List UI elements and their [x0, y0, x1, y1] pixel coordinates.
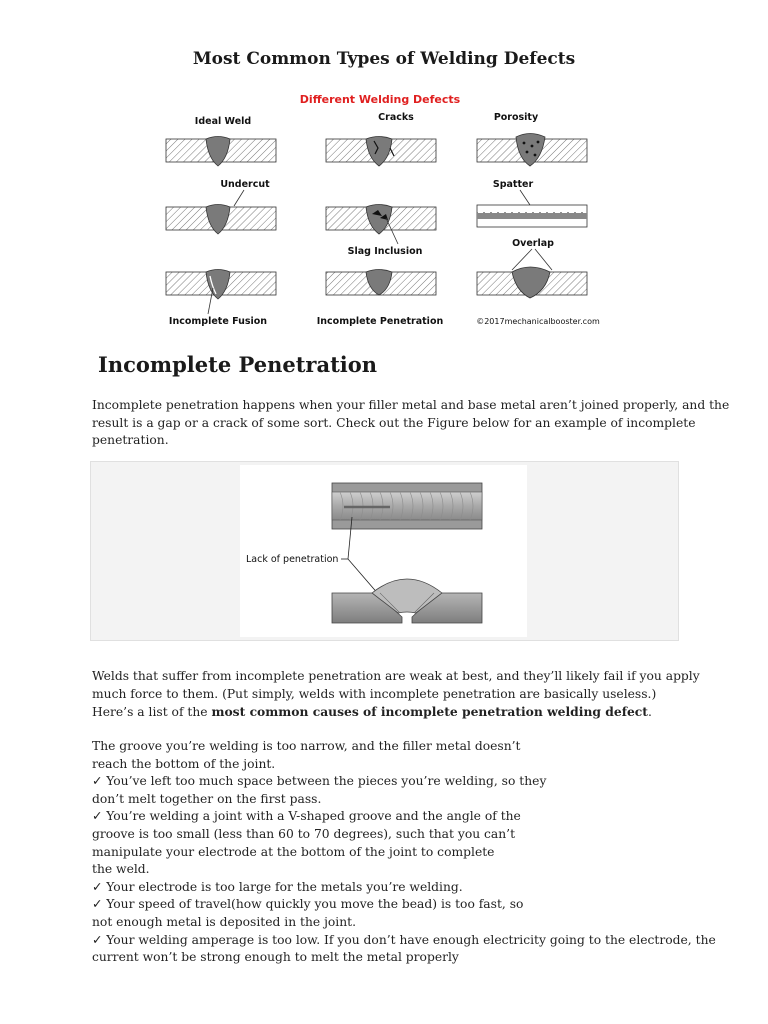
page-title: Most Common Types of Welding Defects: [192, 49, 576, 69]
label-incomplete-fusion: Incomplete Fusion: [168, 316, 268, 327]
list-intro-line: [92, 703, 692, 722]
lack-of-penetration-diagram: [240, 465, 527, 637]
cause-line: ✓ Your welding amperage is too low. If you don’t have enough electricity going to the electrode, the: [92, 932, 716, 947]
figure1-title: Different Welding Defects: [299, 93, 461, 106]
intro-line: penetration.: [92, 433, 169, 448]
cause-line: The groove you’re welding is too narrow, and the filler metal doesn’t: [92, 739, 521, 753]
para-weak-welds: [92, 668, 700, 722]
list-intro-bold: most common causes of incomplete penetration welding defect: [211, 704, 648, 720]
cause-line: manipulate your electrode at the bottom of the joint to complete: [92, 844, 495, 859]
label-undercut: Undercut: [220, 179, 270, 190]
figure1-credit: ©2017mechanicalbooster.com: [476, 317, 600, 326]
label-cracks: Cracks: [378, 112, 414, 123]
lack-of-penetration-label: Lack of penetration: [246, 554, 339, 565]
intro-paragraph: [92, 397, 730, 450]
cause-line: don’t melt together on the first pass.: [92, 791, 322, 806]
welding-defects-diagram: [160, 86, 600, 336]
cause-line: groove is too small (less than 60 to 70 degrees), such that you can’t: [92, 826, 516, 841]
list-intro-suffix: .: [647, 705, 652, 720]
cause-line: current won’t be strong enough to melt the metal properly: [92, 950, 459, 965]
label-slag-inclusion: Slag Inclusion: [347, 246, 423, 257]
cause-line: reach the bottom of the joint.: [92, 756, 276, 771]
cause-line: ✓ Your speed of travel(how quickly you move the bead) is too fast, so: [92, 897, 524, 912]
label-ideal-weld: Ideal Weld: [194, 116, 252, 127]
cause-line: ✓ You’re welding a joint with a V-shaped groove and the angle of the: [92, 809, 521, 824]
cause-line: ✓ You’ve left too much space between the pieces you’re welding, so they: [92, 774, 547, 789]
intro-line: result is a gap or a crack of some sort. Check out the Figure below for an example of incomplete: [92, 415, 696, 430]
causes-list: [92, 738, 716, 967]
intro-line: Incomplete penetration happens when your filler metal and base metal aren’t joined properly, and the: [92, 398, 730, 412]
label-porosity: Porosity: [493, 112, 539, 123]
para2-line: much force to them. (Put simply, welds with incomplete penetration are basically useless.): [92, 686, 657, 701]
cause-line: not enough metal is deposited in the joint.: [92, 914, 356, 929]
label-overlap: Overlap: [512, 238, 554, 249]
list-intro-prefix: Here’s a list of the: [92, 705, 212, 720]
cause-line: ✓ Your electrode is too large for the metals you’re welding.: [92, 879, 463, 894]
section-heading: Incomplete Penetration: [98, 352, 378, 377]
para2-line: Welds that suffer from incomplete penetration are weak at best, and they’ll likely fail if you apply: [92, 669, 700, 683]
label-spatter: Spatter: [492, 179, 534, 190]
cause-line: the weld.: [92, 862, 150, 877]
label-incomplete-penetration: Incomplete Penetration: [316, 316, 444, 327]
